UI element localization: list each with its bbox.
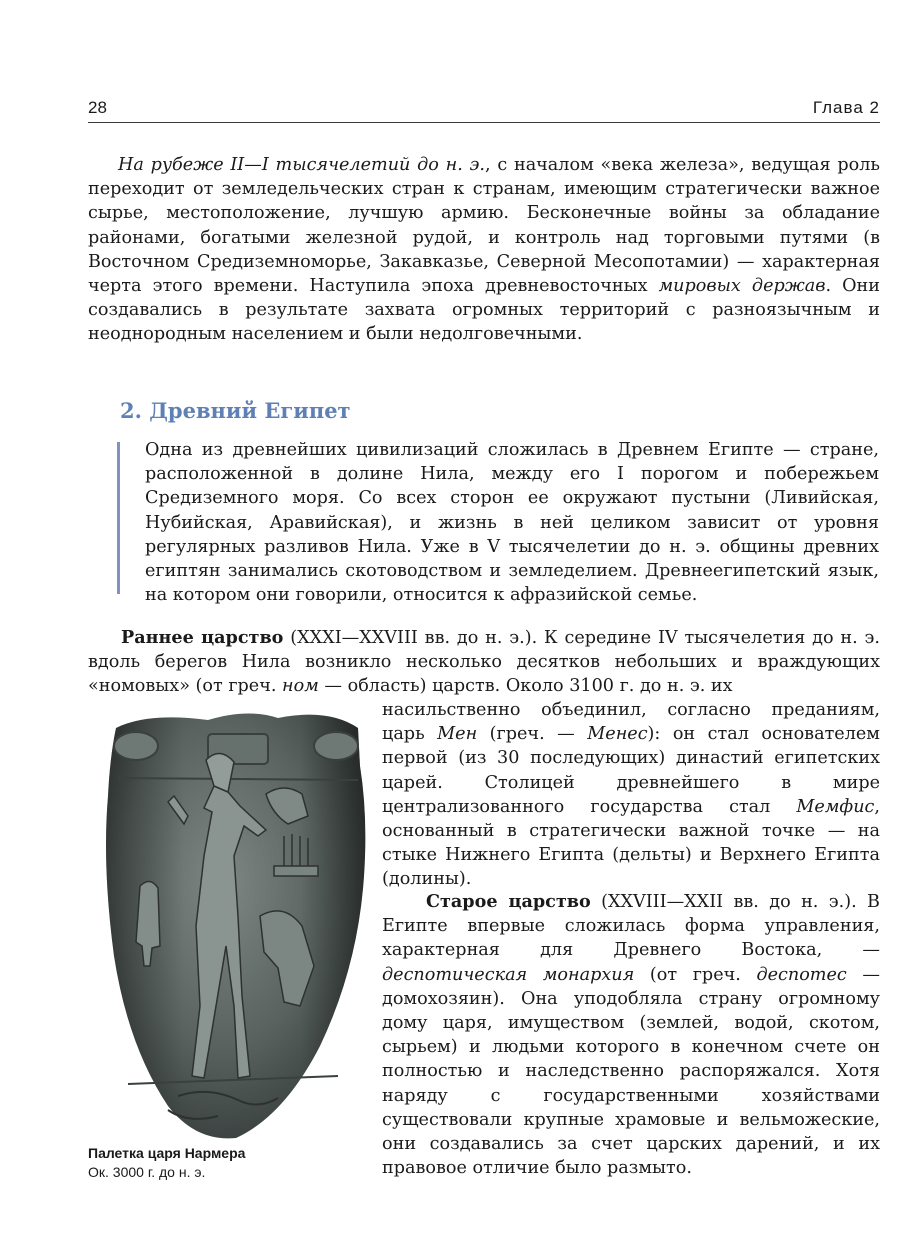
chapter-label: Глава 2 [812,98,880,117]
figure-caption [88,1144,378,1182]
term-menes: Менес [587,724,648,745]
cont-text-1: насильственно объединил, согласно преданиям, царь [382,700,880,745]
old-text-3: — домохозяин). Она уподобляла страну огромному дому царя, имуществом (землей, водой, скотом, сырьем) и людьми которого в конечном счете он полностью и наследственно распоряжался. Хотя наряду с государственными хозяйствами существовали крупные храмовые и вельможеские, они создавались за счет царских дарений, и их правовое отличие было размыто. [382,964,880,1179]
term-old-kingdom: Старое царство [426,891,591,912]
term-memphis: Мемфис [796,796,875,817]
term-nom: ном [282,676,319,697]
early-kingdom-continuation [382,698,880,892]
cont-text-4: , основанный в стратегически важной точке — на стыке Нижнего Египта (дельты) и Верхнего Египта (долины). [382,796,880,890]
narmer-palette-figure [88,706,378,1146]
callout-bar [117,442,120,594]
caption-date: Ок. 3000 г. до н. э. [88,1164,206,1180]
narmer-palette-image [88,706,378,1146]
term-despotic-monarchy: деспотическая монархия [382,964,635,985]
intro-lead-italic: На рубеже II—I тысячелетий до н. э. [118,155,486,175]
caption-title: Палетка царя Нармера [88,1145,246,1161]
term-despotes: деспотес [756,964,847,985]
early-text-2: — область) царств. Около 3100 г. до н. э. их [318,676,733,697]
page-number: 28 [88,98,107,117]
old-text-2: (от греч. [634,964,757,985]
term-early-kingdom: Раннее царство [121,627,284,648]
section-heading: 2. Древний Египет [120,398,351,423]
term-world-powers: мировых держав [658,276,826,297]
running-header [88,96,880,123]
callout-box [117,438,883,606]
old-text-1: (XXVIII—XXII вв. до н. э.). В Египте впервые сложилась форма управления, характерная для Древнего Востока, — [382,892,880,961]
intro-paragraph [88,153,880,347]
callout-text: Одна из древнейших цивилизаций сложилась в Древнем Египте — стране, расположенной в долине Нила, между его I порогом и побережьем Средиземного моря. Со всех сторон ее окружают пустыни (Ливийская, Нубийская, Аравийская), и жизнь в ней целиком зависит от уровня регулярных разливов Нила. Уже в V тысячелетии до н. э. общины древних египтян занимались скотоводством и земледелием. Древнеегипетский язык, на котором они говорили, относится к афразийской семье. [145,440,879,606]
early-kingdom-paragraph [88,626,880,699]
cont-text-2: (греч. — [477,724,588,745]
intro-text-2: . Они создавались в результате захвата огромных территорий с разноязычным и неоднородным населением и были недолговечными. [88,276,881,345]
term-men: Мен [437,724,478,745]
old-kingdom-paragraph [382,890,880,1180]
early-text-1: (XXXI—XXVIII вв. до н. э.). К середине IV тысячелетия до н. э. вдоль берегов Нила возникло несколько десятков небольших и враждующих «номовых» (от греч. [88,628,881,697]
cont-text-3: ): он стал основателем первой (из 30 последующих) династий египетских царей. Столицей древнейшего в мире централизованного государства стал [382,724,880,817]
intro-text-1: , с началом «века железа», ведущая роль переходит от земледельческих стран к странам, имеющим стратегически важное сырье, местоположение, лучшую армию. Бесконечные войны за обладание районами, богатыми железной рудой, и контроль над торговыми путями (в Восточном Средиземноморье, Закавказье, Северной Месопотамии) — характерная черта этого времени. Наступила эпоха древневосточных [88,155,881,297]
